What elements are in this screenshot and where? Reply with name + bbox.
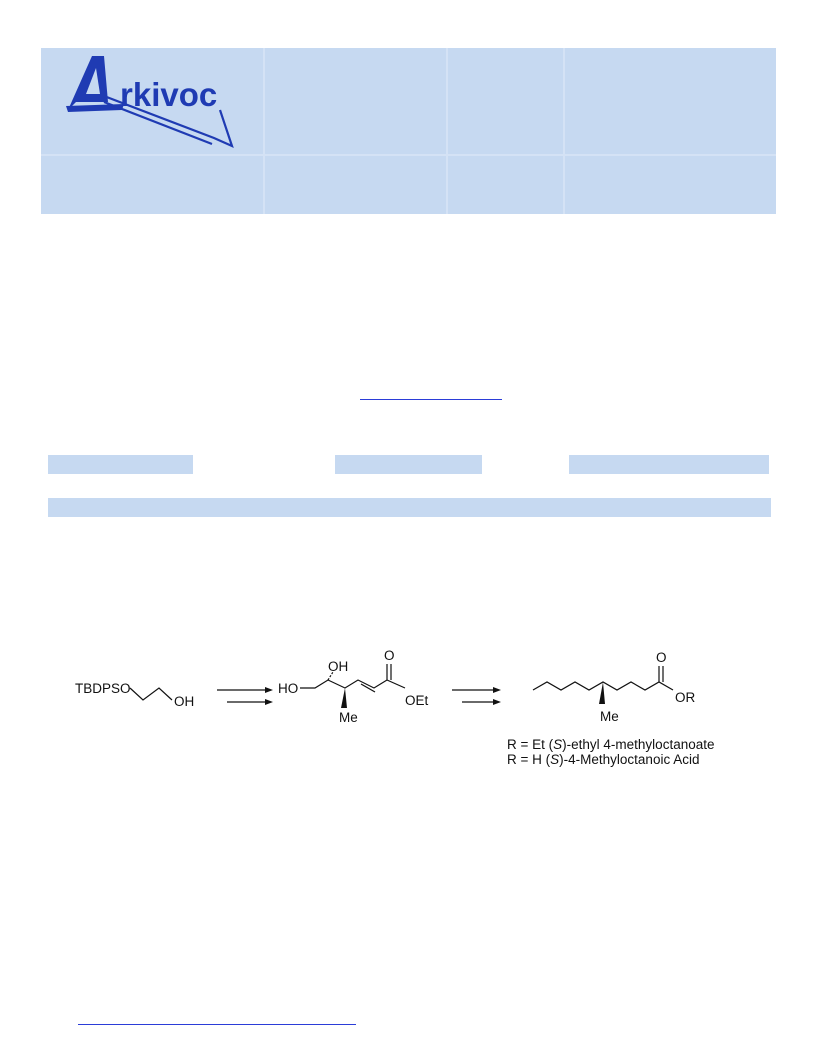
- start-oh-label: OH: [174, 694, 195, 709]
- reaction-arrow: [217, 687, 273, 705]
- product-or-label: OR: [675, 690, 696, 705]
- logo-wordmark: rkivoc: [120, 76, 218, 113]
- abstract-bar: [48, 498, 771, 517]
- arkivoc-logo: [64, 52, 240, 150]
- tbdpso-label: TBDPSO: [75, 681, 131, 696]
- product-me-label: Me: [600, 709, 619, 724]
- footnote-link[interactable]: [78, 1024, 356, 1025]
- header-cell-divider: [563, 48, 565, 214]
- received-date-bar: [48, 455, 193, 474]
- intermediate-chain-bond: [300, 680, 405, 688]
- intermediate-ho-label: HO: [278, 681, 299, 696]
- header-cell-divider: [446, 48, 448, 214]
- header-row-divider: [41, 154, 776, 156]
- product-caption-acid: R = H (S)-4-Methyloctanoic Acid: [507, 752, 700, 767]
- published-date-bar: [569, 455, 769, 474]
- accepted-date-bar: [335, 455, 482, 474]
- start-chain-bond: [130, 688, 172, 700]
- doi-link[interactable]: [360, 399, 502, 400]
- product-caption-ester: R = Et (S)-ethyl 4-methyloctanoate: [507, 737, 715, 752]
- reaction-scheme: [75, 648, 755, 778]
- intermediate-o-label: O: [384, 648, 395, 663]
- header-cell-divider: [263, 48, 265, 214]
- product-o-label: O: [656, 650, 667, 665]
- intermediate-me-label: Me: [339, 710, 358, 725]
- reaction-arrow: [452, 687, 501, 705]
- intermediate-oet-label: OEt: [405, 693, 429, 708]
- product-methyl-wedge: [599, 682, 605, 704]
- intermediate-oh-label: OH: [328, 659, 349, 674]
- methyl-wedge-bond: [341, 688, 347, 708]
